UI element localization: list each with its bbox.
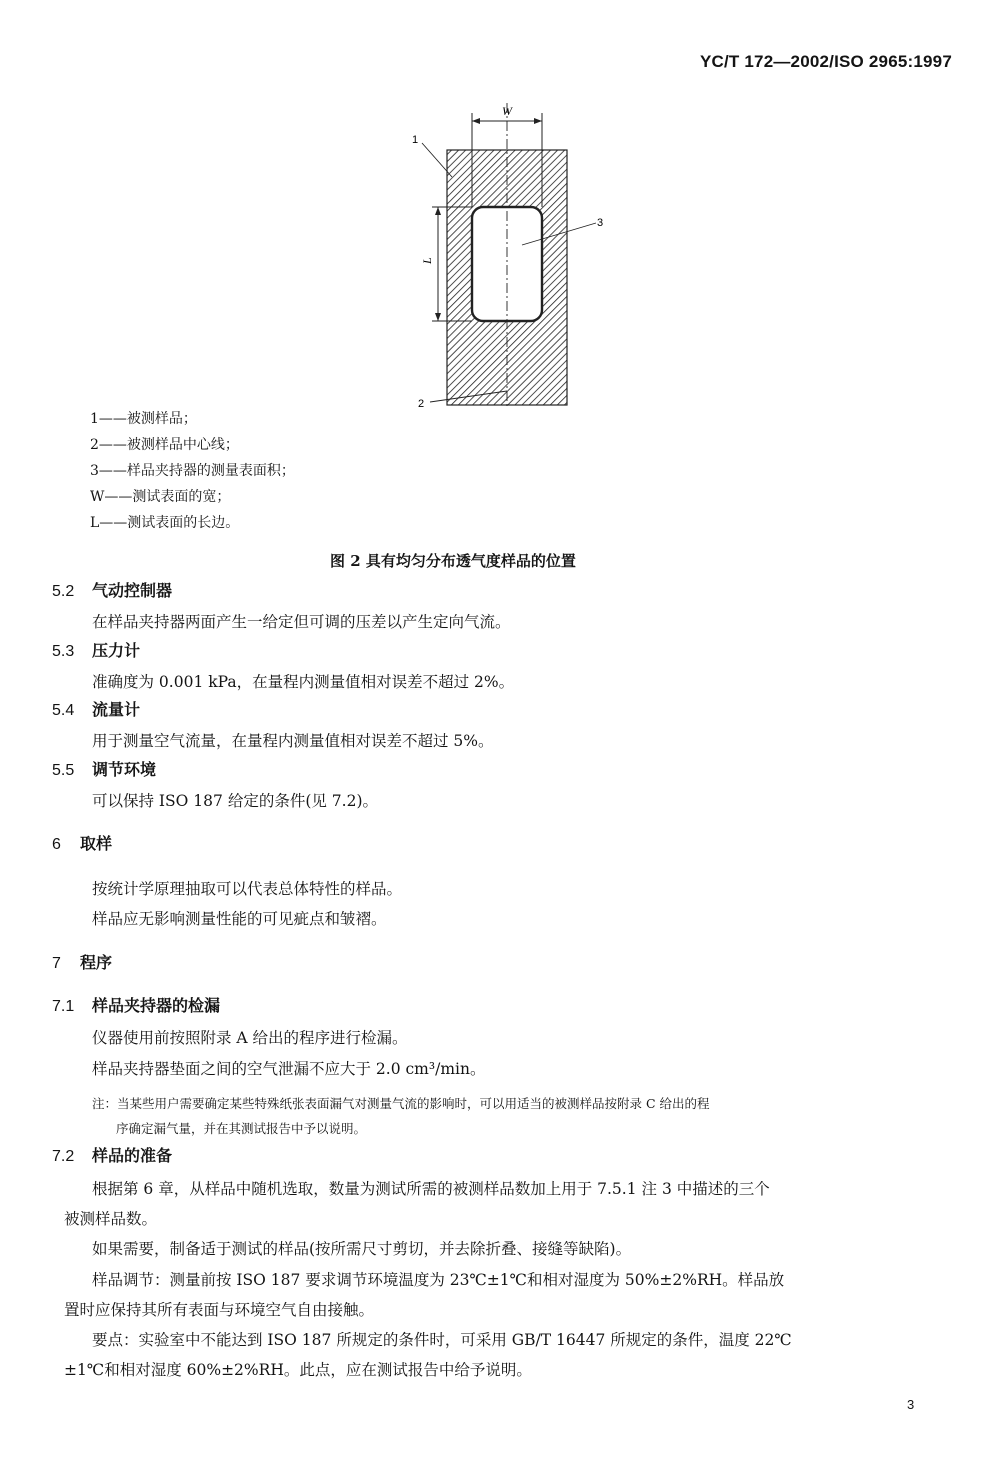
section-number: 7.1 [52,998,75,1015]
figure-caption: 图 2 具有均匀分布透气度样品的位置 [330,552,576,570]
section-heading-7-1 [52,993,220,1016]
callout-3: 3 [597,217,604,229]
paragraph: 准确度为 0.001 kPa，在量程内测量值相对误差不超过 2%。 [92,673,515,691]
paragraph: 样品应无影响测量性能的可见疵点和皱褶。 [92,910,387,928]
paragraph: 如果需要，制备适于测试的样品(按所需尺寸剪切，并去除折叠、接缝等缺陷)。 [92,1240,632,1258]
dimension-w-label: W [502,104,512,118]
legend-item: 1——被测样品； [90,411,197,427]
paragraph: 样品调节：测量前按 ISO 187 要求调节环境温度为 23℃±1℃和相对湿度为 50%±2%RH。样品放 [92,1271,785,1289]
section-number: 7 [52,955,61,972]
paragraph: 在样品夹持器两面产生一给定但可调的压差以产生定向气流。 [92,613,511,631]
section-title: 压力计 [92,641,141,660]
section-number: 5.5 [52,762,75,779]
section-title: 气动控制器 [92,581,173,600]
section-heading-5-4 [52,697,140,720]
paragraph: 用于测量空气流量，在量程内测量值相对误差不超过 5%。 [92,732,494,750]
legend-item: 2——被测样品中心线； [90,437,239,453]
paragraph: 根据第 6 章，从样品中随机选取，数量为测试所需的被测样品数加上用于 7.5.1 注 3 中描述的三个 [92,1180,770,1198]
section-number: 6 [52,836,61,853]
figure-2-diagram [400,95,610,419]
section-title: 流量计 [92,700,141,719]
figure-legend [90,406,295,536]
section-heading-7-2 [52,1143,172,1166]
legend-item: L——测试表面的长边。 [90,515,240,531]
section-heading-5-2 [52,578,172,601]
section-number: 5.3 [52,643,75,660]
paragraph: 被测样品数。 [64,1210,158,1228]
paragraph: 置时应保持其所有表面与环境空气自由接触。 [64,1301,375,1319]
section-heading-5-3 [52,638,140,661]
section-title: 取样 [80,834,113,853]
callout-1: 1 [412,134,419,146]
section-title: 调节环境 [92,760,157,779]
standard-number: YC/T 172—2002/ISO 2965:1997 [699,52,952,71]
section-number: 5.4 [52,702,75,719]
section-title: 程序 [80,953,113,972]
paragraph: 样品夹持器垫面之间的空气泄漏不应大于 2.0 cm³/min。 [92,1060,486,1078]
section-heading-7 [52,950,112,973]
section-heading-6 [52,831,112,854]
paragraph: ±1℃和相对湿度 60%±2%RH。此点，应在测试报告中给予说明。 [64,1361,532,1379]
section-number: 7.2 [52,1148,75,1165]
page-number: 3 [907,1397,915,1412]
paragraph: 可以保持 ISO 187 给定的条件(见 7.2)。 [92,792,378,810]
paragraph: 要点：实验室中不能达到 ISO 187 所规定的条件时，可采用 GB/T 16447 所规定的条件，温度 22℃ [92,1331,792,1349]
section-number: 5.2 [52,583,75,600]
paragraph: 仪器使用前按照附录 A 给出的程序进行检漏。 [92,1029,408,1047]
section-heading-5-5 [52,757,156,780]
dimension-l-label: L [420,257,434,264]
section-title: 样品夹持器的检漏 [92,996,221,1015]
section-title: 样品的准备 [92,1146,173,1165]
note-line: 序确定漏气量，并在其测试报告中予以说明。 [116,1121,367,1136]
callout-2: 2 [418,398,425,410]
paragraph: 按统计学原理抽取可以代表总体特性的样品。 [92,880,403,898]
legend-item: W——测试表面的宽； [90,489,231,505]
note-line: 注：当某些用户需要确定某些特殊纸张表面漏气对测量气流的影响时，可以用适当的被测样品按附录 C 给出的程 [92,1096,710,1111]
legend-item: 3——样品夹持器的测量表面积； [90,463,295,479]
